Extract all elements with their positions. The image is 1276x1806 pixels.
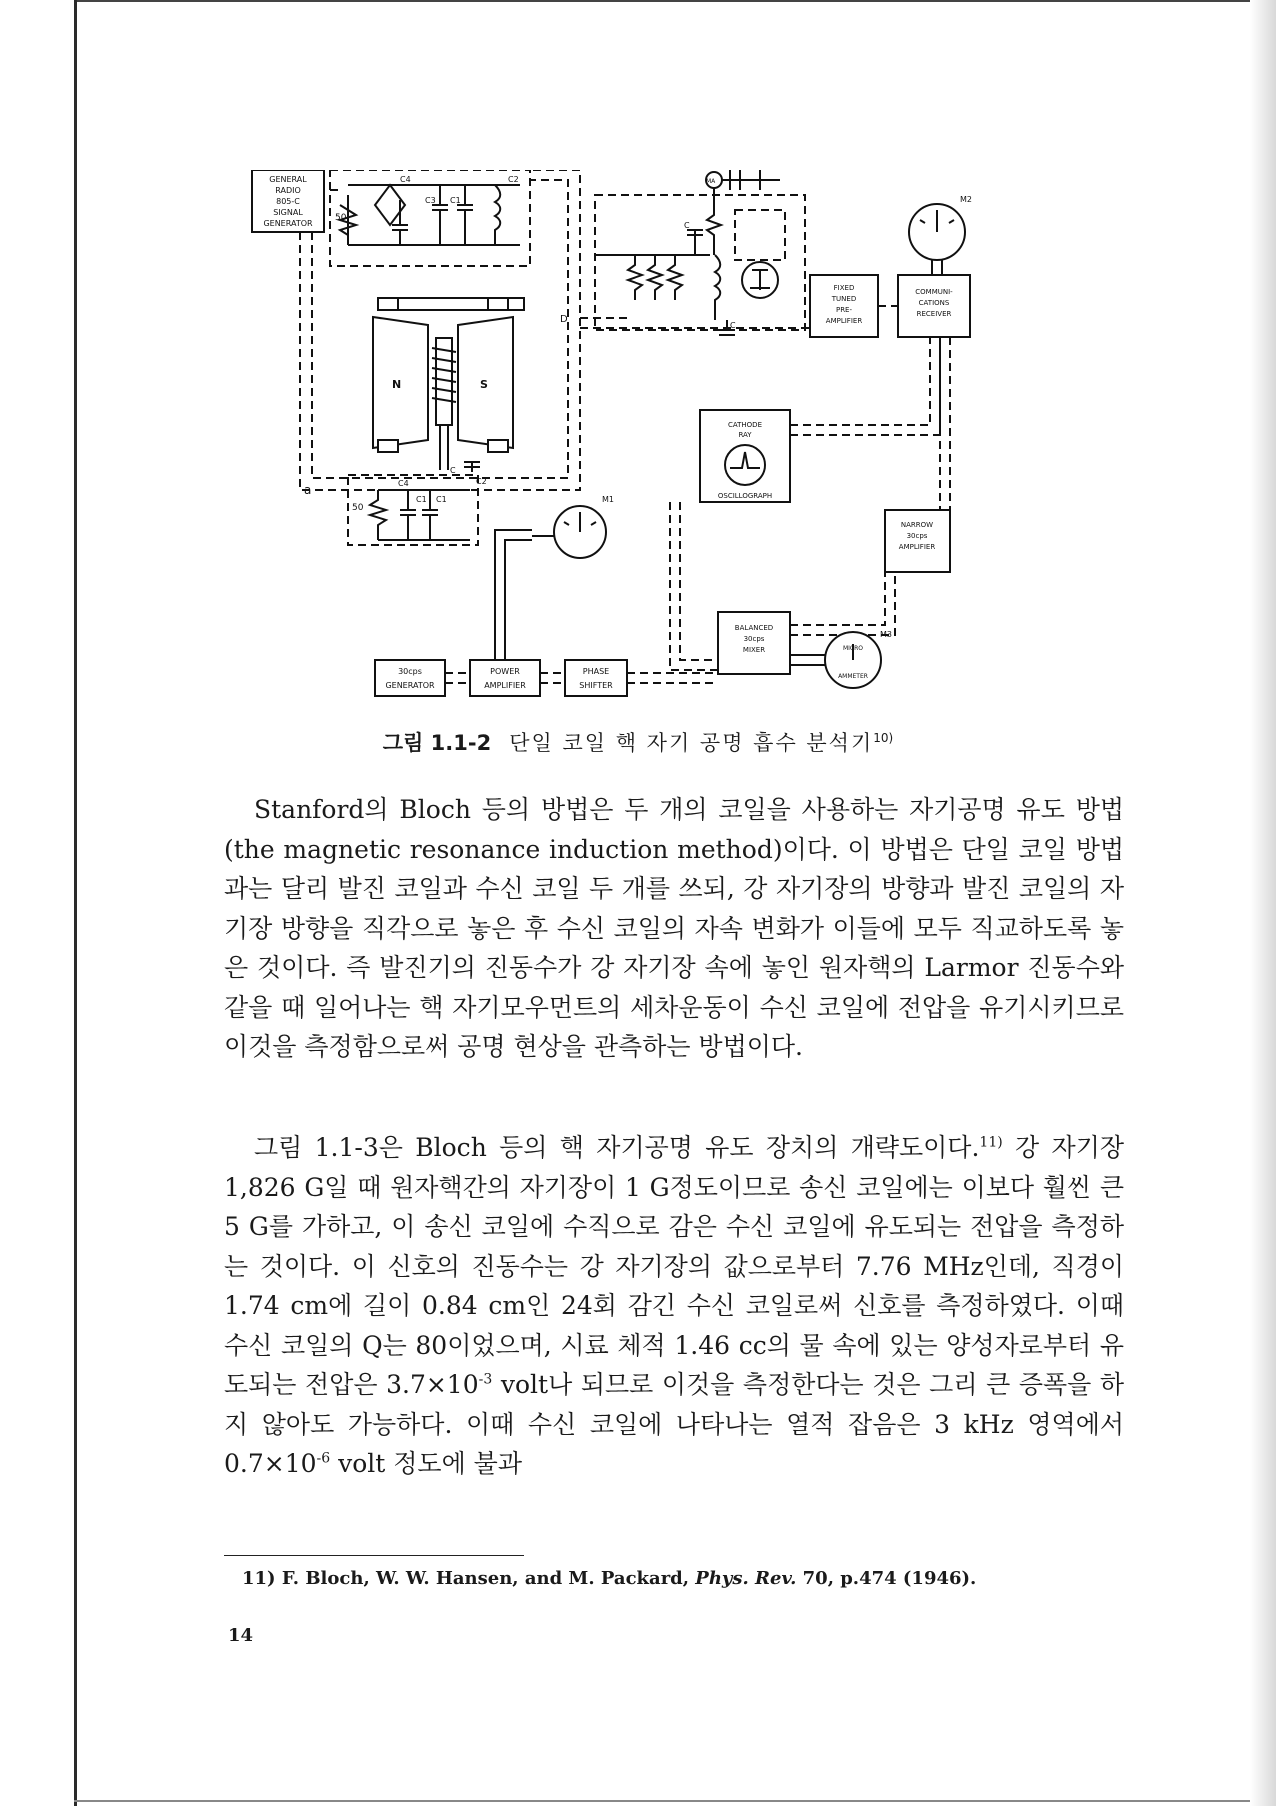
mixer-label-1: BALANCED <box>734 624 774 632</box>
node-d-label: D <box>560 314 568 325</box>
page-left-edge <box>74 0 77 1806</box>
oscilloscope-label-3: OSCILLOGRAPH <box>717 492 773 500</box>
receiver-cap-c <box>687 230 703 255</box>
paragraph-1 <box>224 790 1124 1067</box>
paragraph-2-part-b: 강 자기장 1,826 G일 때 원자핵간의 자기장이 1 G정도이므로 송신 코일에는 이보다 훨씬 큰 5 G를 가하고, 이 송신 코일에 수직으로 감은 수신 코일에 유도되는 전압을 측정하는 것이다. 이 신호의 진동수는 강 자기장의 값으로부터 7.76 MHz인데, 직경이 1.74 cm에 길이 0.84 cm인 24회 감긴 수신 코일로써 신호를 측정하였다. 이때 수신 코일의 Q는 80이었으며, 시료 체적 1.46 cc의 물 속에 있는 양성자로부터 유도되는 전압은 3.7×10 <box>224 1133 1124 1399</box>
label-c1b-bottom: C1 <box>436 495 447 504</box>
signal-generator-label-2: RADIO <box>275 186 301 195</box>
bottom-resistor <box>370 490 386 540</box>
signal-generator-label-4: SIGNAL <box>273 208 303 217</box>
cap-c3 <box>392 200 408 245</box>
mixer-box <box>718 612 790 674</box>
footnote-11 <box>242 1568 976 1589</box>
label-c1-top: C1 <box>450 196 461 205</box>
receiver-label-2: CATIONS <box>918 299 950 307</box>
page-right-shadow <box>1250 0 1276 1806</box>
paragraph-2-part-a: 그림 1.1-3은 Bloch 등의 핵 자기공명 유도 장치의 개략도이다. <box>254 1133 980 1162</box>
page-number: 14 <box>228 1625 254 1646</box>
narrow-amp-label-3: AMPLIFIER <box>898 543 936 551</box>
figure-caption-ref: 10) <box>873 731 894 745</box>
paragraph-2-text <box>224 1128 1124 1484</box>
label-c4: C4 <box>400 175 411 184</box>
receiver-enclosure <box>595 195 805 330</box>
cap-c4-bottom <box>400 490 416 540</box>
receiver-to-narrow-amp <box>940 337 950 510</box>
mixer-label-2: 30cps <box>743 635 765 643</box>
circuit-diagram <box>240 170 1100 710</box>
paragraph-2-ref: 11) <box>979 1134 1003 1151</box>
page-bottom-edge <box>74 1800 1250 1802</box>
mixer-to-microammeter <box>790 655 825 665</box>
signal-generator-label-1: GENERAL <box>269 175 307 184</box>
receiver-label-1: COMMUNI- <box>915 288 953 296</box>
signal-generator-label-3: 805-C <box>276 197 300 206</box>
preamp-label-4: AMPLIFIER <box>825 317 863 325</box>
oscilloscope-label-2: RAY <box>738 431 752 439</box>
cap-c1 <box>432 185 448 245</box>
power-amp-box <box>470 660 540 696</box>
phase-shifter-box <box>565 660 627 696</box>
coil-leads <box>440 425 448 470</box>
scope-to-mixer <box>670 502 718 670</box>
label-c4-bottom: C4 <box>398 479 409 488</box>
generator-30cps-box <box>375 660 445 696</box>
top-coil <box>495 185 500 245</box>
receiver-label-3: RECEIVER <box>916 310 952 318</box>
paragraph-2 <box>224 1128 1124 1484</box>
figure-caption-text: 단일 코일 핵 자기 공명 흡수 분석기 <box>509 731 874 755</box>
ma-meter-label: MA <box>706 178 716 185</box>
phase-shifter-label-2: SHIFTER <box>579 681 613 690</box>
footnote-journal: Phys. Rev. <box>695 1568 797 1589</box>
meter-m2-stem <box>932 260 942 275</box>
mixer-to-narrow-amp <box>790 570 895 635</box>
signal-generator-label-5: GENERATOR <box>263 219 313 228</box>
preamp-label-3: PRE- <box>835 306 853 314</box>
microammeter-label-2: AMMETER <box>838 673 868 680</box>
paragraph-2-part-c: volt나 되므로 이것을 측정한다는 것은 그리 큰 증폭을 하지 않아도 가능하다. 이때 수신 코일에 나타나는 열적 잡음은 3 kHz 영역에서 0.7×10 <box>224 1370 1125 1478</box>
paragraph-2-exp-2: -6 <box>316 1450 331 1467</box>
cap-c2-bottom <box>464 462 480 472</box>
magnet-pad-bottom-right <box>488 440 508 452</box>
label-c2-top: C2 <box>508 175 519 184</box>
receiver-resistor-1 <box>628 255 642 300</box>
figure-number: 그림 1.1-2 <box>382 731 492 755</box>
meter-m2-label: M2 <box>960 195 972 204</box>
top-resistor-label: 50 <box>335 213 347 223</box>
bottom-resistor-label: 50 <box>352 503 364 513</box>
paragraph-2-part-d: volt 정도에 불과 <box>330 1449 522 1478</box>
node-a-label: a <box>304 483 312 497</box>
cap-c <box>457 185 473 245</box>
narrow-amp-box <box>885 510 950 572</box>
preamp-label-1: FIXED <box>833 284 855 292</box>
power-amp-label-1: POWER <box>490 667 520 676</box>
footnote-rule <box>224 1555 524 1556</box>
meter-m1-label: M1 <box>602 495 614 504</box>
generator-label-1: 30cps <box>398 667 422 676</box>
label-c3: C3 <box>425 196 436 205</box>
oscilloscope-screen <box>725 445 765 485</box>
label-c-mid: C <box>450 466 456 475</box>
power-amp-label-2: AMPLIFIER <box>484 681 526 690</box>
footnote-authors: 11) F. Bloch, W. W. Hansen, and M. Packard, <box>242 1568 696 1589</box>
figure-caption <box>0 727 1276 757</box>
magnet-pad-right <box>488 298 508 310</box>
magnet-pad-bottom-left <box>378 440 398 452</box>
meter-m3-label: M3 <box>880 630 892 639</box>
label-c1-bottom: C1 <box>416 495 427 504</box>
label-c2-bottom: C2 <box>476 477 487 486</box>
receiver-feed-cable <box>580 318 810 328</box>
magnet-south-label: S <box>480 378 488 391</box>
battery-bank <box>722 170 780 190</box>
tube-shield <box>735 210 785 260</box>
paragraph-1-text: Stanford의 Bloch 등의 방법은 두 개의 코일을 사용하는 자기공명 유도 방법(the magnetic resonance induction method)이다. 이 방법은 단일 코일 방법과는 달리 발진 코일과 수신 코일 두 개를 쓰되, 강 자기장의 방향과 발진 코일의 자기장 방향을 직각으로 놓은 후 수신 코일의 자속 변화가 이들에 모두 직교하도록 놓은 것이다. 즉 발진기의 진동수가 강 자기장 속에 놓인 원자핵의 Larmor 진동수와 같을 때 일어나는 핵 자기모우먼트의 세차운동이 수신 코일에 전압을 유기시키므로 이것을 측정함으로써 공명 현상을 관측하는 방법이다. <box>224 795 1124 1061</box>
receiver-resistor-3 <box>668 255 682 300</box>
generator-label-2: GENERATOR <box>385 681 435 690</box>
page-top-edge <box>74 0 1250 2</box>
paragraph-2-exp-1: -3 <box>478 1371 493 1388</box>
preamp-label-2: TUNED <box>831 295 857 303</box>
receiver-to-scope-cable <box>790 337 940 435</box>
mixer-label-3: MIXER <box>742 646 766 654</box>
plate-resistor <box>707 188 721 255</box>
receiver-coil <box>715 255 720 320</box>
magnet-north-label: N <box>392 378 402 391</box>
oscilloscope-label-1: CATHODE <box>728 421 762 429</box>
receiver-resistor-2 <box>648 255 662 300</box>
narrow-amp-label-2: 30cps <box>906 532 928 540</box>
footnote-details: 70, p.474 (1946). <box>796 1568 977 1589</box>
microammeter-label-1: MICRO <box>842 645 864 652</box>
label-receiver-c: C <box>684 221 690 230</box>
power-amp-to-coil <box>495 530 532 660</box>
phase-shifter-label-1: PHASE <box>582 667 610 676</box>
narrow-amp-label-1: NARROW <box>900 521 934 529</box>
magnet-pad-left <box>378 298 398 310</box>
label-receiver-c-low: C <box>730 321 736 330</box>
